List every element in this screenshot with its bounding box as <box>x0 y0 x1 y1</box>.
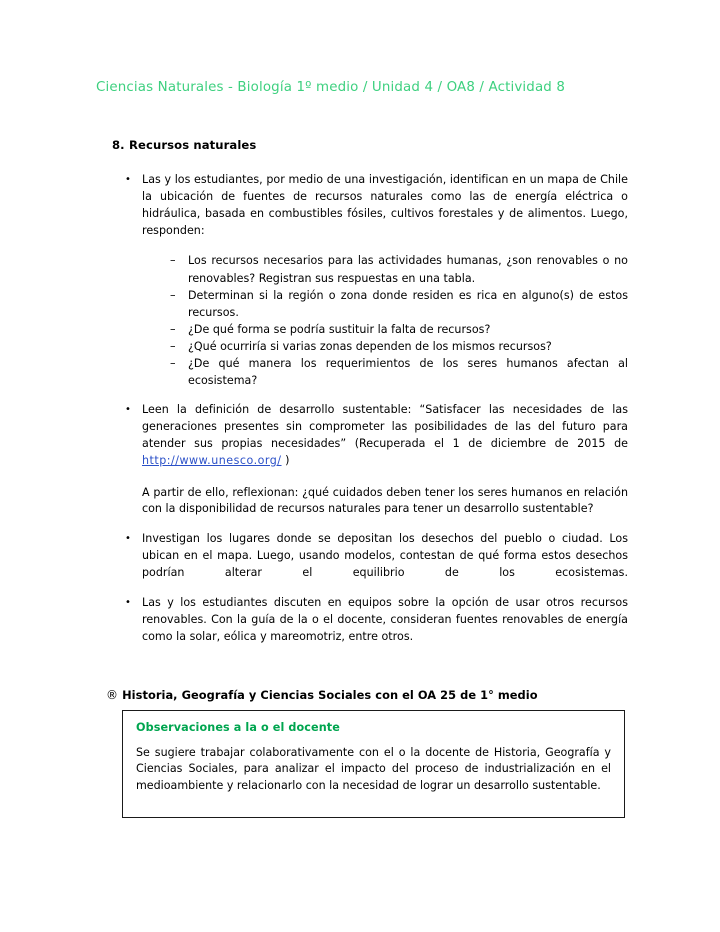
sub-bullet-text: Determinan si la región o zona donde residen es rica en alguno(s) de estos recursos. <box>188 288 628 319</box>
list-item <box>170 321 628 338</box>
bullet-marker-icon: • <box>125 533 131 545</box>
list-item <box>108 595 628 646</box>
sub-bullet-text: ¿De qué forma se podría sustituir la falta de recursos? <box>188 322 491 336</box>
dash-marker-icon: – <box>170 322 176 336</box>
bullet-text-quote <box>142 402 628 469</box>
bullet-text: Investigan los lugares donde se depositan los desechos del pueblo o ciudad. Los ubican en el mapa. Luego, usando modelos, contestan de qué forma estos desechos podrían alterar el equilibrio de los ecosistemas. <box>142 532 628 579</box>
quote-text-after-link: ) <box>281 453 290 467</box>
list-item <box>170 287 628 321</box>
sub-bullet-text: Los recursos necesarios para las actividades humanas, ¿son renovables o no renovables? Registran sus respuestas en una tabla. <box>188 254 628 285</box>
section-number: 8. <box>112 138 125 152</box>
list-item <box>108 402 628 518</box>
list-item <box>108 172 628 389</box>
quote-text-before-link: Leen la definición de desarrollo sustentable: “Satisfacer las necesidades de las generaciones presentes sin comprometer las posibilidades de las del futuro para atender sus propias necesidades” (Recuperada el 1 de diciembre de 2015 de <box>142 403 628 450</box>
observations-body: Se sugiere trabajar colaborativamente con el o la docente de Historia, Geografía y Ciencias Sociales, para analizar el impacto del proceso de industrialización en el medioambiente y relacionarlo con la necesidad de lograr un desarrollo sustentable. <box>136 745 611 793</box>
bullet-marker-icon: • <box>125 174 131 185</box>
bullet-marker-icon: • <box>125 404 131 416</box>
crossref-line <box>106 688 538 702</box>
list-item <box>170 338 628 355</box>
list-item <box>170 355 628 389</box>
breadcrumb-header: Ciencias Naturales - Biología 1º medio / Unidad 4 / OA8 / Actividad 8 <box>96 80 566 95</box>
section-title-text: Recursos naturales <box>129 138 257 152</box>
dash-marker-icon: – <box>170 339 176 353</box>
unesco-link[interactable]: http://www.unesco.org/ <box>142 453 282 467</box>
bullet-text: Las y los estudiantes, por medio de una investigación, identifican en un mapa de Chile la ubicación de fuentes de recursos naturales como las de energía eléctrica o hidráulica, basada en combustibles fósiles, cultivos forestales y de alimentos. Luego, responden: <box>142 173 628 237</box>
list-item <box>170 252 628 286</box>
teacher-observations-box <box>122 710 625 818</box>
registered-mark-icon: ® <box>106 688 119 702</box>
list-item <box>108 531 628 582</box>
reflection-paragraph: A partir de ello, reflexionan: ¿qué cuidados deben tener los seres humanos en relación con la disponibilidad de recursos naturales para tener un desarrollo sustentable? <box>142 485 628 516</box>
observations-title: Observaciones a la o el docente <box>136 721 340 734</box>
bullet-marker-icon: • <box>125 596 131 608</box>
sub-bullet-text: ¿De qué manera los requerimientos de los seres humanos afectan al ecosistema? <box>188 356 628 387</box>
sub-bullet-text: ¿Qué ocurriría si varias zonas dependen de los mismos recursos? <box>188 339 552 353</box>
dash-marker-icon: – <box>170 254 176 268</box>
bullet-list <box>108 172 628 645</box>
activity-content <box>108 172 628 658</box>
dash-marker-icon: – <box>170 356 176 370</box>
page-title <box>112 138 256 152</box>
sub-bullet-list <box>142 252 628 389</box>
crossref-text: Historia, Geografía y Ciencias Sociales con el OA 25 de 1° medio <box>122 688 538 702</box>
bullet-text: Las y los estudiantes discuten en equipos sobre la opción de usar otros recursos renovables. Con la guía de la o el docente, consideran fuentes renovables de energía como la solar, eólica y mareomotriz, entre otros. <box>142 595 628 643</box>
dash-marker-icon: – <box>170 288 176 302</box>
